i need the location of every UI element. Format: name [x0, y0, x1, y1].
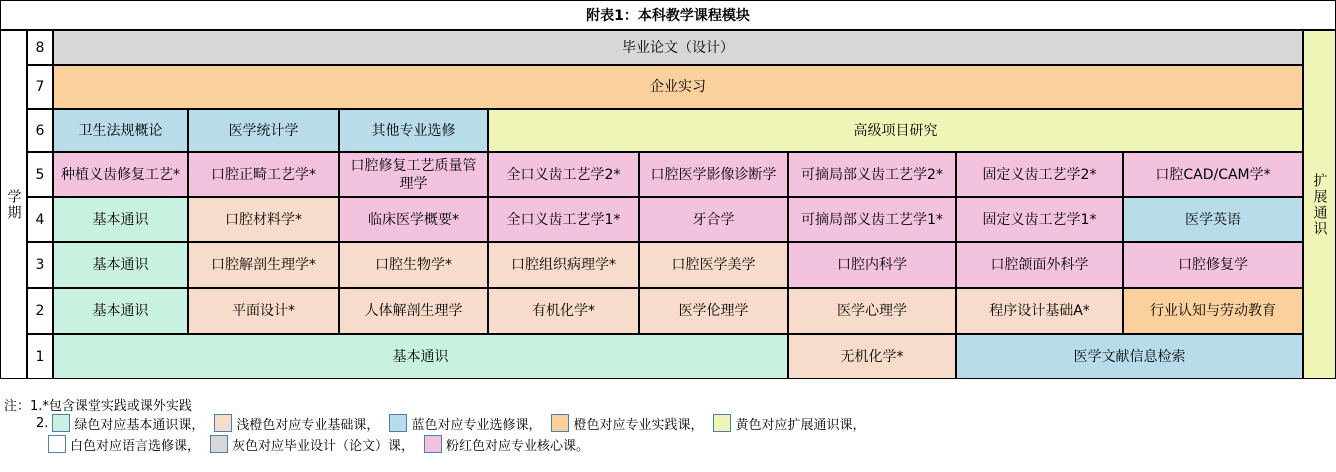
- legend-swatch-pink: [424, 435, 442, 453]
- course-cell: 种植义齿修复工艺*: [53, 152, 188, 197]
- course-cell: 企业实习: [53, 65, 1303, 109]
- semester-number: 4: [27, 197, 53, 242]
- course-cell: 有机化学*: [488, 288, 639, 334]
- semester-number: 6: [27, 109, 53, 152]
- course-cell: 牙合学: [639, 197, 788, 242]
- course-cell: 口腔颌面外科学: [956, 242, 1123, 288]
- course-cell: 口腔医学影像诊断学: [639, 152, 788, 197]
- course-cell: 临床医学概要*: [339, 197, 488, 242]
- note-line-1: 注：1.*包含课堂实践或课外实践: [4, 398, 192, 414]
- legend-swatch-gray: [210, 435, 228, 453]
- course-cell: 可摘局部义齿工艺学1*: [788, 197, 956, 242]
- legend-text: 蓝色对应专业选修课，: [411, 417, 542, 433]
- course-cell: 基本通识: [53, 197, 188, 242]
- course-cell: 平面设计*: [188, 288, 339, 334]
- semester-number: 2: [27, 288, 53, 334]
- legend-text: 浅橙色对应专业基础课，: [236, 417, 380, 433]
- course-cell: 卫生法规概论: [53, 109, 188, 152]
- course-cell: 口腔修复学: [1123, 242, 1303, 288]
- legend-line-2: [44, 434, 595, 454]
- semester-number: 8: [27, 30, 53, 65]
- legend-text: 绿色对应基本通识课，: [74, 417, 205, 433]
- semester-number: 3: [27, 242, 53, 288]
- legend-swatch-orange: [551, 414, 569, 432]
- legend-swatch-peach: [214, 414, 232, 432]
- course-cell: 口腔内科学: [788, 242, 956, 288]
- course-cell: 全口义齿工艺学2*: [488, 152, 639, 197]
- legend-text: 黄色对应扩展通识课，: [735, 417, 866, 433]
- legend-swatch-green: [52, 414, 70, 432]
- course-cell: 程序设计基础A*: [956, 288, 1123, 334]
- course-cell: 全口义齿工艺学1*: [488, 197, 639, 242]
- notes-section: [0, 380, 1336, 472]
- course-cell: 固定义齿工艺学2*: [956, 152, 1123, 197]
- course-cell: 无机化学*: [788, 334, 956, 379]
- course-cell: 人体解剖生理学: [339, 288, 488, 334]
- semester-number: 7: [27, 65, 53, 109]
- legend-text: 粉红色对应专业核心课。: [446, 438, 590, 454]
- table-title: 附表1：本科教学课程模块: [0, 0, 1336, 30]
- course-cell: 口腔CAD/CAM学*: [1123, 152, 1303, 197]
- legend-swatch-yellow: [713, 414, 731, 432]
- course-cell: 基本通识: [53, 242, 188, 288]
- legend-line-1: [36, 413, 871, 433]
- course-cell: 基本通识: [53, 288, 188, 334]
- course-cell: 其他专业选修: [339, 109, 488, 152]
- course-cell: 可摘局部义齿工艺学2*: [788, 152, 956, 197]
- course-cell: 毕业论文（设计）: [53, 30, 1303, 65]
- course-cell: 基本通识: [53, 334, 788, 379]
- course-cell: 口腔生物学*: [339, 242, 488, 288]
- legend-text: 白色对应语言选修课，: [70, 438, 201, 454]
- legend-text: 橙色对应专业实践课，: [573, 417, 704, 433]
- legend-swatch-white: [48, 435, 66, 453]
- course-cell: 固定义齿工艺学1*: [956, 197, 1123, 242]
- semester-label: 学期: [0, 30, 27, 379]
- legend-swatch-blue: [389, 414, 407, 432]
- semester-number: 1: [27, 334, 53, 379]
- course-cell: 口腔解剖生理学*: [188, 242, 339, 288]
- course-cell: 口腔修复工艺质量管理学: [339, 152, 488, 197]
- course-cell: 医学英语: [1123, 197, 1303, 242]
- course-cell: 医学伦理学: [639, 288, 788, 334]
- extended-general-label: 扩展通识: [1303, 30, 1336, 379]
- semester-number: 5: [27, 152, 53, 197]
- course-cell: 高级项目研究: [488, 109, 1303, 152]
- course-cell: 行业认知与劳动教育: [1123, 288, 1303, 334]
- course-cell: 医学心理学: [788, 288, 956, 334]
- course-cell: 口腔医学美学: [639, 242, 788, 288]
- course-cell: 医学统计学: [188, 109, 339, 152]
- course-cell: 医学文献信息检索: [956, 334, 1303, 379]
- legend-text: 灰色对应毕业设计（论文）课，: [232, 438, 415, 454]
- course-cell: 口腔组织病理学*: [488, 242, 639, 288]
- course-cell: 口腔正畸工艺学*: [188, 152, 339, 197]
- note-prefix: 2.: [36, 415, 49, 431]
- course-cell: 口腔材料学*: [188, 197, 339, 242]
